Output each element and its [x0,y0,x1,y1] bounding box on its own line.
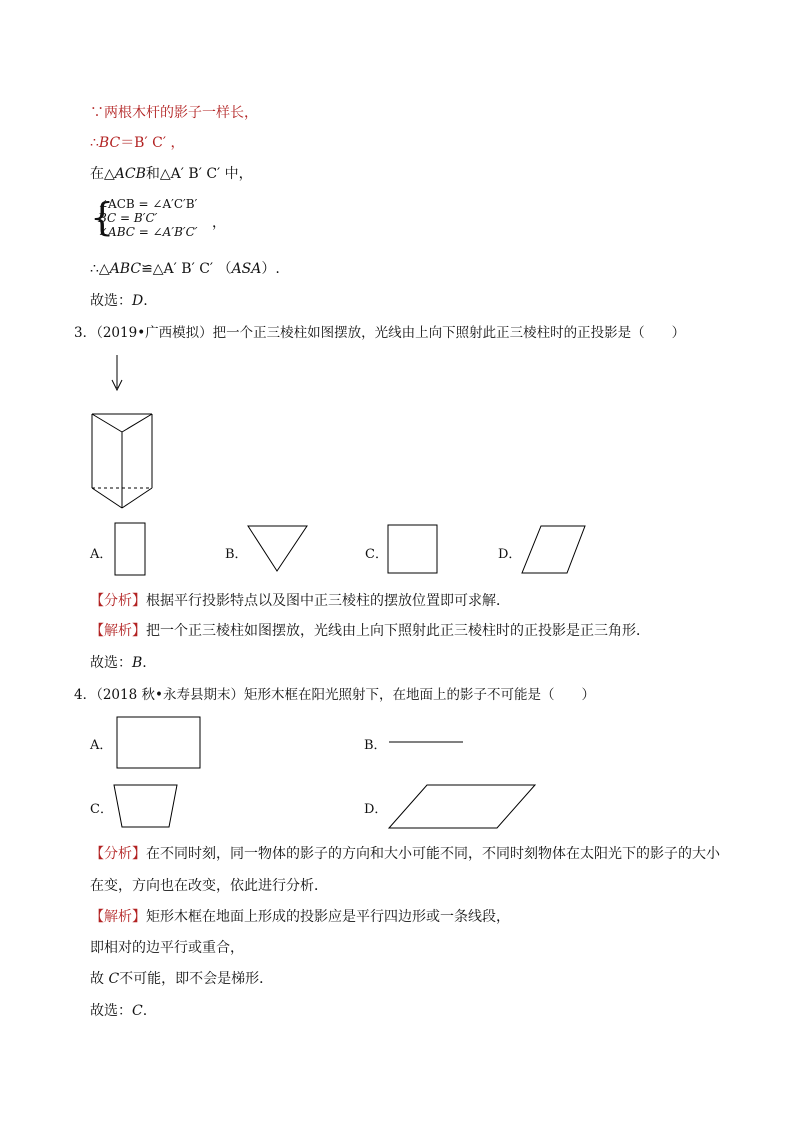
q4-solution-line3: 故 C不可能，即不会是梯形． [90,971,274,987]
q2-solution-line2: ∴BC＝B′ C′ ， [90,135,185,151]
q4-option-a-shape [117,717,200,768]
q4-analysis-line1: 【分析】在不同时刻，同一物体的影子的方向和大小可能不同，不同时刻物体在太阳光下的影子的大小 [90,846,720,862]
system-brace: { [90,195,115,239]
light-arrow-icon [112,355,122,390]
system-row-3: ∠ABC = ∠A′B′C′ [98,225,198,239]
q4-answer: 故选：C. [90,1003,148,1019]
q4-solution-line2: 即相对的边平行或重合， [90,940,244,956]
q4-option-d-label[interactable]: D． [364,802,388,817]
q2-solution-line3: 在△ACB和△A′ B′ C′ 中， [90,166,253,182]
system-row-1: ∠ACB = ∠A′C′B′ [98,197,198,211]
q3-option-a-label[interactable]: A． [90,547,113,562]
q4-option-c-label[interactable]: C． [90,802,113,817]
q3-answer: 故选：B. [90,655,147,671]
q2-answer: 故选：D. [90,293,148,309]
q4-analysis-line2: 在变，方向也在改变，依此进行分析． [90,878,328,894]
q3-option-c-shape [388,525,437,573]
q3-option-b-shape [248,526,307,571]
analysis-tag: 【分析】 [90,593,146,609]
solution-tag: 【解析】 [90,909,146,925]
system-row-2: BC = B′C′ [98,211,158,225]
q3-solution: 【解析】把一个正三棱柱如图摆放，光线由上向下照射此正三棱柱时的正投影是正三角形． [90,623,650,639]
q3-option-a-shape [115,523,145,575]
q2-solution-line1: ∵两根木杆的影子一样长， [90,105,258,121]
analysis-tag: 【分析】 [90,846,146,862]
solution-tag: 【解析】 [90,623,146,639]
q3-option-b-label[interactable]: B． [225,547,248,562]
q4-option-a-label[interactable]: A． [90,738,113,753]
q3-option-d-label[interactable]: D． [498,547,522,562]
system-comma: ， [212,215,226,231]
q3-option-c-label[interactable]: C． [365,547,388,562]
q4-stem: 4．（2018 秋•永寿县期末）矩形木框在阳光照射下，在地面上的影子不可能是（ ） [74,687,595,703]
q3-stem: 3．（2019•广西模拟）把一个正三棱柱如图摆放，光线由上向下照射此正三棱柱时的正投影是（ ） [74,325,686,341]
q4-option-d-shape [389,785,535,828]
q4-option-b-label[interactable]: B． [364,738,387,753]
q3-option-d-shape [522,526,585,573]
triangular-prism-figure [92,414,152,508]
q4-option-c-shape [114,785,177,827]
q4-solution-line1: 【解析】矩形木框在地面上形成的投影应是平行四边形或一条线段， [90,909,510,925]
q2-conclusion: ∴△ABC≌△A′ B′ C′ （ASA）. [90,261,280,277]
q3-analysis: 【分析】根据平行投影特点以及图中正三棱柱的摆放位置即可求解． [90,593,510,609]
